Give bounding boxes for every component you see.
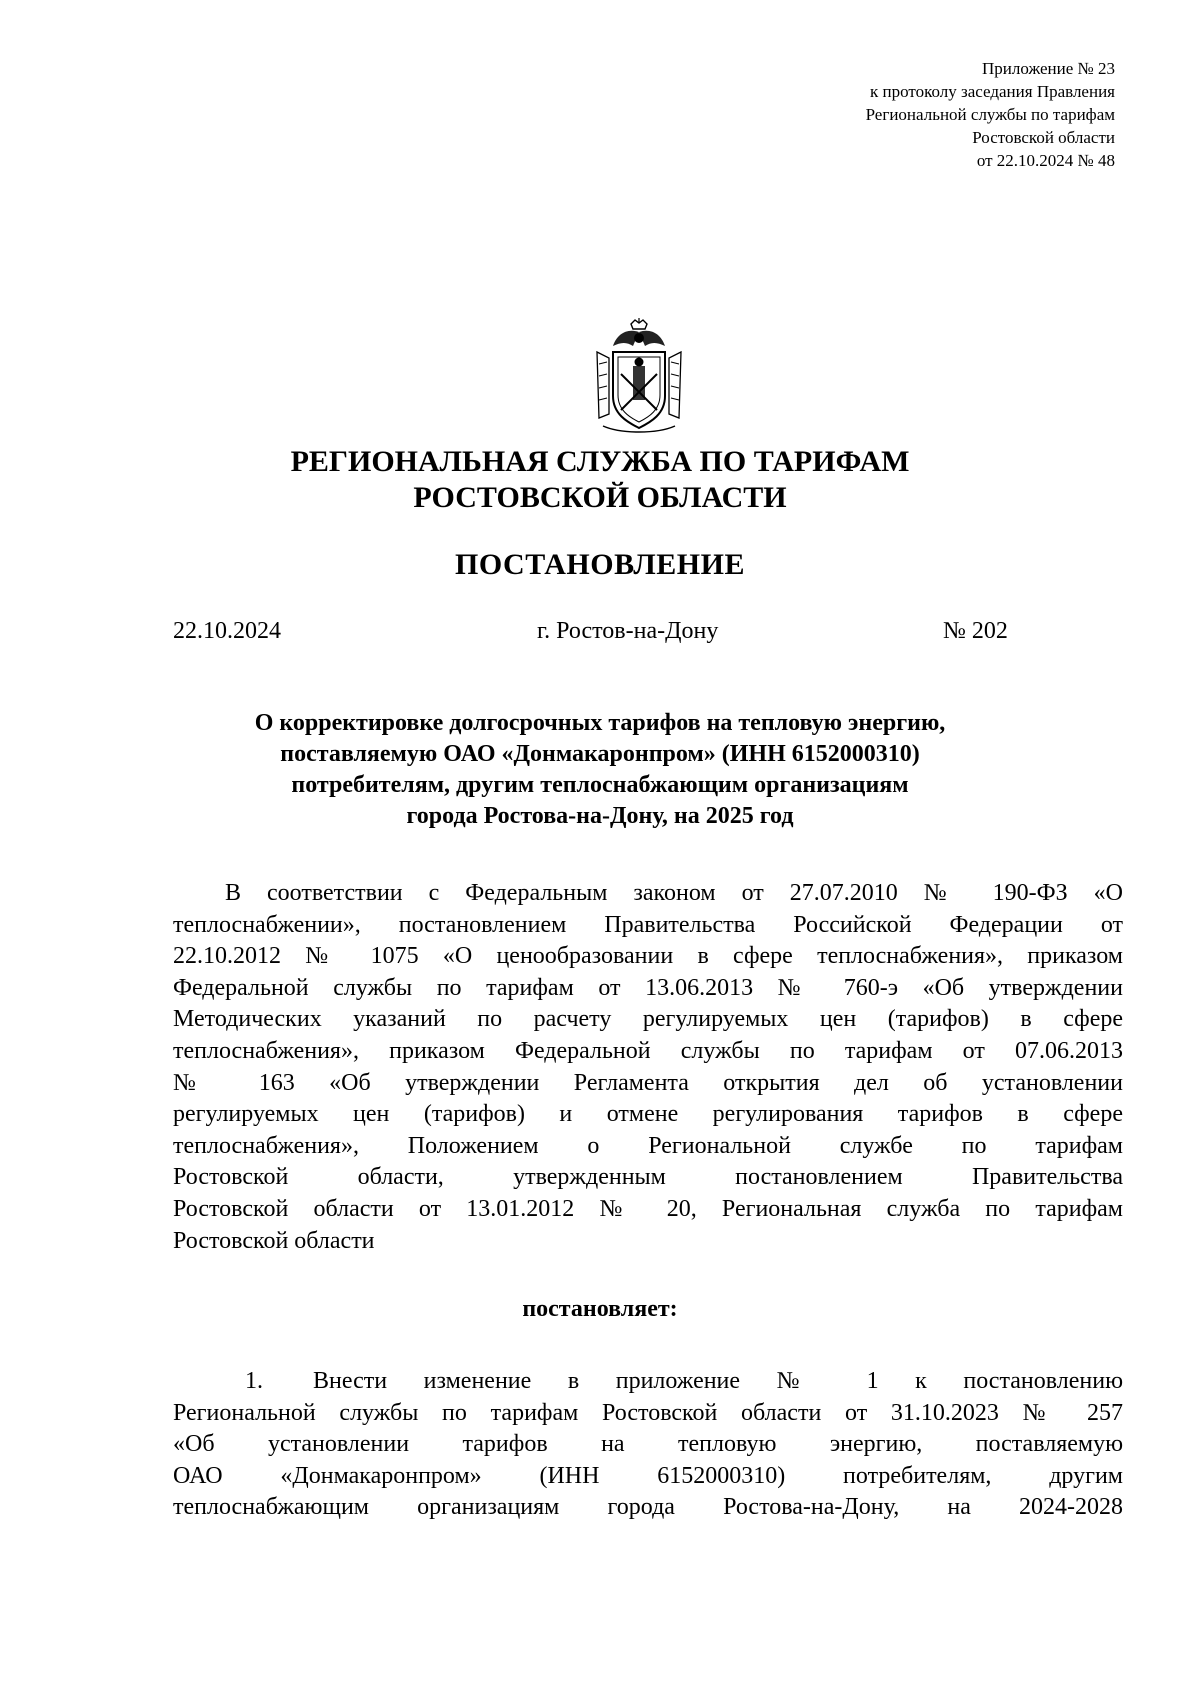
- preamble-line: № 163 «Об утверждении Регламента открытия дел об установлении: [173, 1069, 1123, 1096]
- preamble-line: В соответствии с Федеральным законом от 27.07.2010 № 190-ФЗ «О: [225, 880, 1123, 906]
- appendix-line: Региональной службы по тарифам: [865, 105, 1115, 124]
- item-1-first-line: [173, 1366, 1123, 1398]
- coat-of-arms-icon: [591, 318, 687, 438]
- organization-name-line-1: РЕГИОНАЛЬНАЯ СЛУЖБА ПО ТАРИФАМ: [290, 445, 910, 478]
- item-1-line: ОАО «Донмакаронпром» (ИНН 6152000310) потребителям, другим: [173, 1462, 1123, 1489]
- document-number: № 202: [943, 618, 1008, 644]
- document-type: ПОСТАНОВЛЕНИЕ: [455, 548, 745, 581]
- subject-line: поставляемую ОАО «Донмакаронпром» (ИНН 6152000310): [280, 741, 920, 767]
- subject-line: потребителям, другим теплоснабжающим организациям: [291, 772, 909, 798]
- preamble-line: теплоснабжении», постановлением Правительства Российской Федерации от: [173, 911, 1123, 938]
- document-city: г. Ростов-на-Дону: [537, 618, 719, 644]
- item-1-line: теплоснабжающим организациям города Ростова-на-Дону, на 2024-2028: [173, 1494, 1123, 1521]
- organization-name-line-2: РОСТОВСКОЙ ОБЛАСТИ: [413, 481, 787, 514]
- preamble-line: Ростовской области от 13.01.2012 № 20, Региональная служба по тарифам: [173, 1195, 1123, 1222]
- preamble-paragraph: [173, 878, 1123, 1257]
- decree-word: постановляет:: [522, 1296, 678, 1322]
- appendix-line: от 22.10.2024 № 48: [976, 151, 1115, 170]
- organization-name: [0, 444, 1200, 516]
- subject-line: города Ростова-на-Дону, на 2025 год: [406, 803, 794, 829]
- appendix-line: Приложение № 23: [982, 59, 1115, 78]
- preamble-line: теплоснабжения», Положением о Региональной службе по тарифам: [173, 1132, 1123, 1159]
- preamble-line: Ростовской области: [173, 1227, 375, 1254]
- preamble-line: Федеральной службы по тарифам от 13.06.2013 № 760-э «Об утверждении: [173, 974, 1123, 1001]
- item-1-line: Региональной службы по тарифам Ростовской области от 31.10.2023 № 257: [173, 1399, 1123, 1426]
- preamble-line: Ростовской области, утвержденным постановлением Правительства: [173, 1164, 1123, 1191]
- item-1-paragraph: [173, 1366, 1123, 1524]
- preamble-line: регулируемых цен (тарифов) и отмене регулирования тарифов в сфере: [173, 1101, 1123, 1128]
- preamble-line: Методических указаний по расчету регулируемых цен (тарифов) в сфере: [173, 1006, 1123, 1033]
- item-1-first-text: Внести изменение в приложение № 1 к постановлению: [313, 1368, 1123, 1394]
- document-subject: [150, 708, 1050, 832]
- item-1-line: «Об установлении тарифов на тепловую энергию, поставляемую: [173, 1431, 1123, 1458]
- preamble-line: теплоснабжения», приказом Федеральной службы по тарифам от 07.06.2013: [173, 1037, 1123, 1064]
- appendix-line: Ростовской области: [972, 128, 1115, 147]
- document-date: 22.10.2024: [173, 618, 281, 644]
- subject-line: О корректировке долгосрочных тарифов на тепловую энергию,: [254, 710, 946, 736]
- appendix-note: [866, 57, 1115, 172]
- preamble-line: 22.10.2012 № 1075 «О ценообразовании в сфере теплоснабжения», приказом: [173, 943, 1123, 970]
- item-number: 1.: [245, 1368, 263, 1394]
- appendix-line: к протоколу заседания Правления: [870, 82, 1115, 101]
